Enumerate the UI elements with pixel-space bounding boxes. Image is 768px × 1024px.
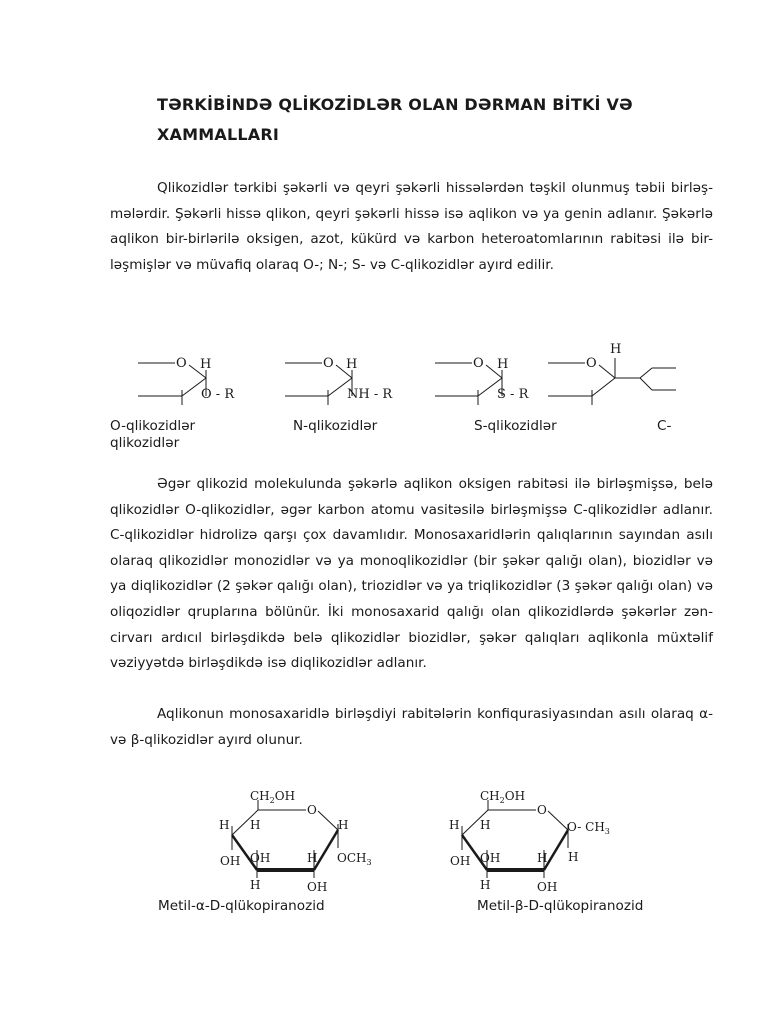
s-glycoside-ring-oxygen: O xyxy=(473,356,484,371)
alpha-caption: Metil-α-D-qlükopiranozid xyxy=(158,898,325,914)
alpha-c2-hydrogen: H xyxy=(307,851,318,865)
c-glycoside-hydrogen: H xyxy=(610,342,622,357)
page-title: TƏRKİBİNDƏ QLİKOZİDLƏR OLAN DƏRMAN BİTKİ VƏ XAMMALLARI xyxy=(157,95,633,144)
alpha-c3-hydroxyl: OH xyxy=(250,851,271,865)
beta-methoxy-group: O- $CH_3$ xyxy=(567,820,610,836)
o-glycoside-hydrogen: H xyxy=(200,357,212,372)
beta-c3-hydrogen: H xyxy=(480,878,491,892)
beta-c1-hydrogen: H xyxy=(568,850,579,864)
beta-c5-hydrogen: H xyxy=(480,818,491,832)
n-glycoside-ring-oxygen: O xyxy=(323,356,334,371)
c-glycoside-label-continued: qlikozidlər xyxy=(110,435,180,451)
alpha-ch2oh-group: $CH_2OH$ xyxy=(250,789,296,805)
s-glycoside-substituent: S - R xyxy=(497,387,529,402)
o-glycoside-label: O-qlikozidlər xyxy=(110,418,196,434)
alpha-c4-hydrogen: H xyxy=(219,818,230,832)
alpha-c3-hydrogen: H xyxy=(250,878,261,892)
alpha-c4-hydroxyl: OH xyxy=(220,854,241,868)
alpha-c5-hydrogen: H xyxy=(250,818,261,832)
alpha-c2-hydroxyl: OH xyxy=(307,880,328,894)
c-glycoside-label: C- xyxy=(657,418,672,434)
beta-c3-hydroxyl: OH xyxy=(480,851,501,865)
beta-ch2oh-group: $CH_2OH$ xyxy=(480,789,526,805)
intro-paragraph: Qlikozidlər tərkibi şəkərli və qeyri şəkərli hissələrdən təşkil olunmuş təbii birləş-mələrdir. Şəkərli hissə qlikon, qeyri şəkərli hissə isə aqlikon və ya genin adlanır. Şəkərlə aqlikon bir-birlərilə oksigen, azot, kükürd və karbon heteroatomlarının rabitəsi ilə bir-ləşmişlər və müvafiq olaraq O-; N-; S- və C-qlikozidlər ayırd edilir. xyxy=(110,180,713,273)
alpha-methoxy-group: $OCH_3$ xyxy=(337,851,372,867)
beta-c4-hydroxyl: OH xyxy=(450,854,471,868)
s-glycoside-label: S-qlikozidlər xyxy=(474,418,557,434)
glycoside-types-diagram xyxy=(0,330,768,415)
beta-c4-hydrogen: H xyxy=(449,818,460,832)
beta-ring-oxygen: O xyxy=(537,803,547,817)
s-glycoside-hydrogen: H xyxy=(497,357,509,372)
c-glycoside-ring-oxygen: O xyxy=(586,356,597,371)
o-glycoside-substituent: O - R xyxy=(201,387,235,402)
classification-paragraph: Əgər qlikozid molekulunda şəkərlə aqlikon oksigen rabitəsi ilə birləşmişsə, belə qlikozidlər O-qlikozidlər, əgər karbon atomu vasitəsilə birləşmişsə C-qlikozidlər adlanır. C-qlikozidlər hidrolizə qarşı çox davamlıdır. Monosaxaridlərin qalıqlarının sayından asılı olaraq qlikozidlər monozidlər və ya monoqlikozidlər (bir şəkər qalığı olan), biozidlər və ya diqlikozidlər (2 şəkər qalığı olan), triozidlər və ya triqlikozidlər (3 şəkər qalığı olan) və oliqozidlər qruplarına bölünür. İki monosaxarid qalığı olan qlikozidlərdə şəkərlər zən-cirvarı ardıcıl birləşdikdə belə qlikozidlər biozidlər, şəkər qalıqları aqlikonla müxtəlif vəziyyətdə birləşdikdə isə diqlikozidlər adlanır. xyxy=(110,476,713,672)
o-glycoside-ring-oxygen: O xyxy=(176,356,187,371)
configuration-paragraph: Aqlikonun monosaxaridlə birləşdiyi rabitələrin konfiqurasiyasından asılı olaraq α- və β-qlikozidlər ayırd olunur. xyxy=(110,706,713,748)
beta-c2-hydrogen: H xyxy=(537,851,548,865)
beta-c2-hydroxyl: OH xyxy=(537,880,558,894)
n-glycoside-label: N-qlikozidlər xyxy=(293,418,378,434)
alpha-c1-hydrogen: H xyxy=(338,818,349,832)
alpha-ring-oxygen: O xyxy=(307,803,317,817)
methyl-beta-glucopyranoside-structure xyxy=(440,780,620,898)
methyl-alpha-glucopyranoside-structure xyxy=(210,780,390,898)
beta-caption: Metil-β-D-qlükopiranozid xyxy=(477,898,644,914)
n-glycoside-substituent: NH - R xyxy=(347,387,393,402)
n-glycoside-hydrogen: H xyxy=(346,357,358,372)
